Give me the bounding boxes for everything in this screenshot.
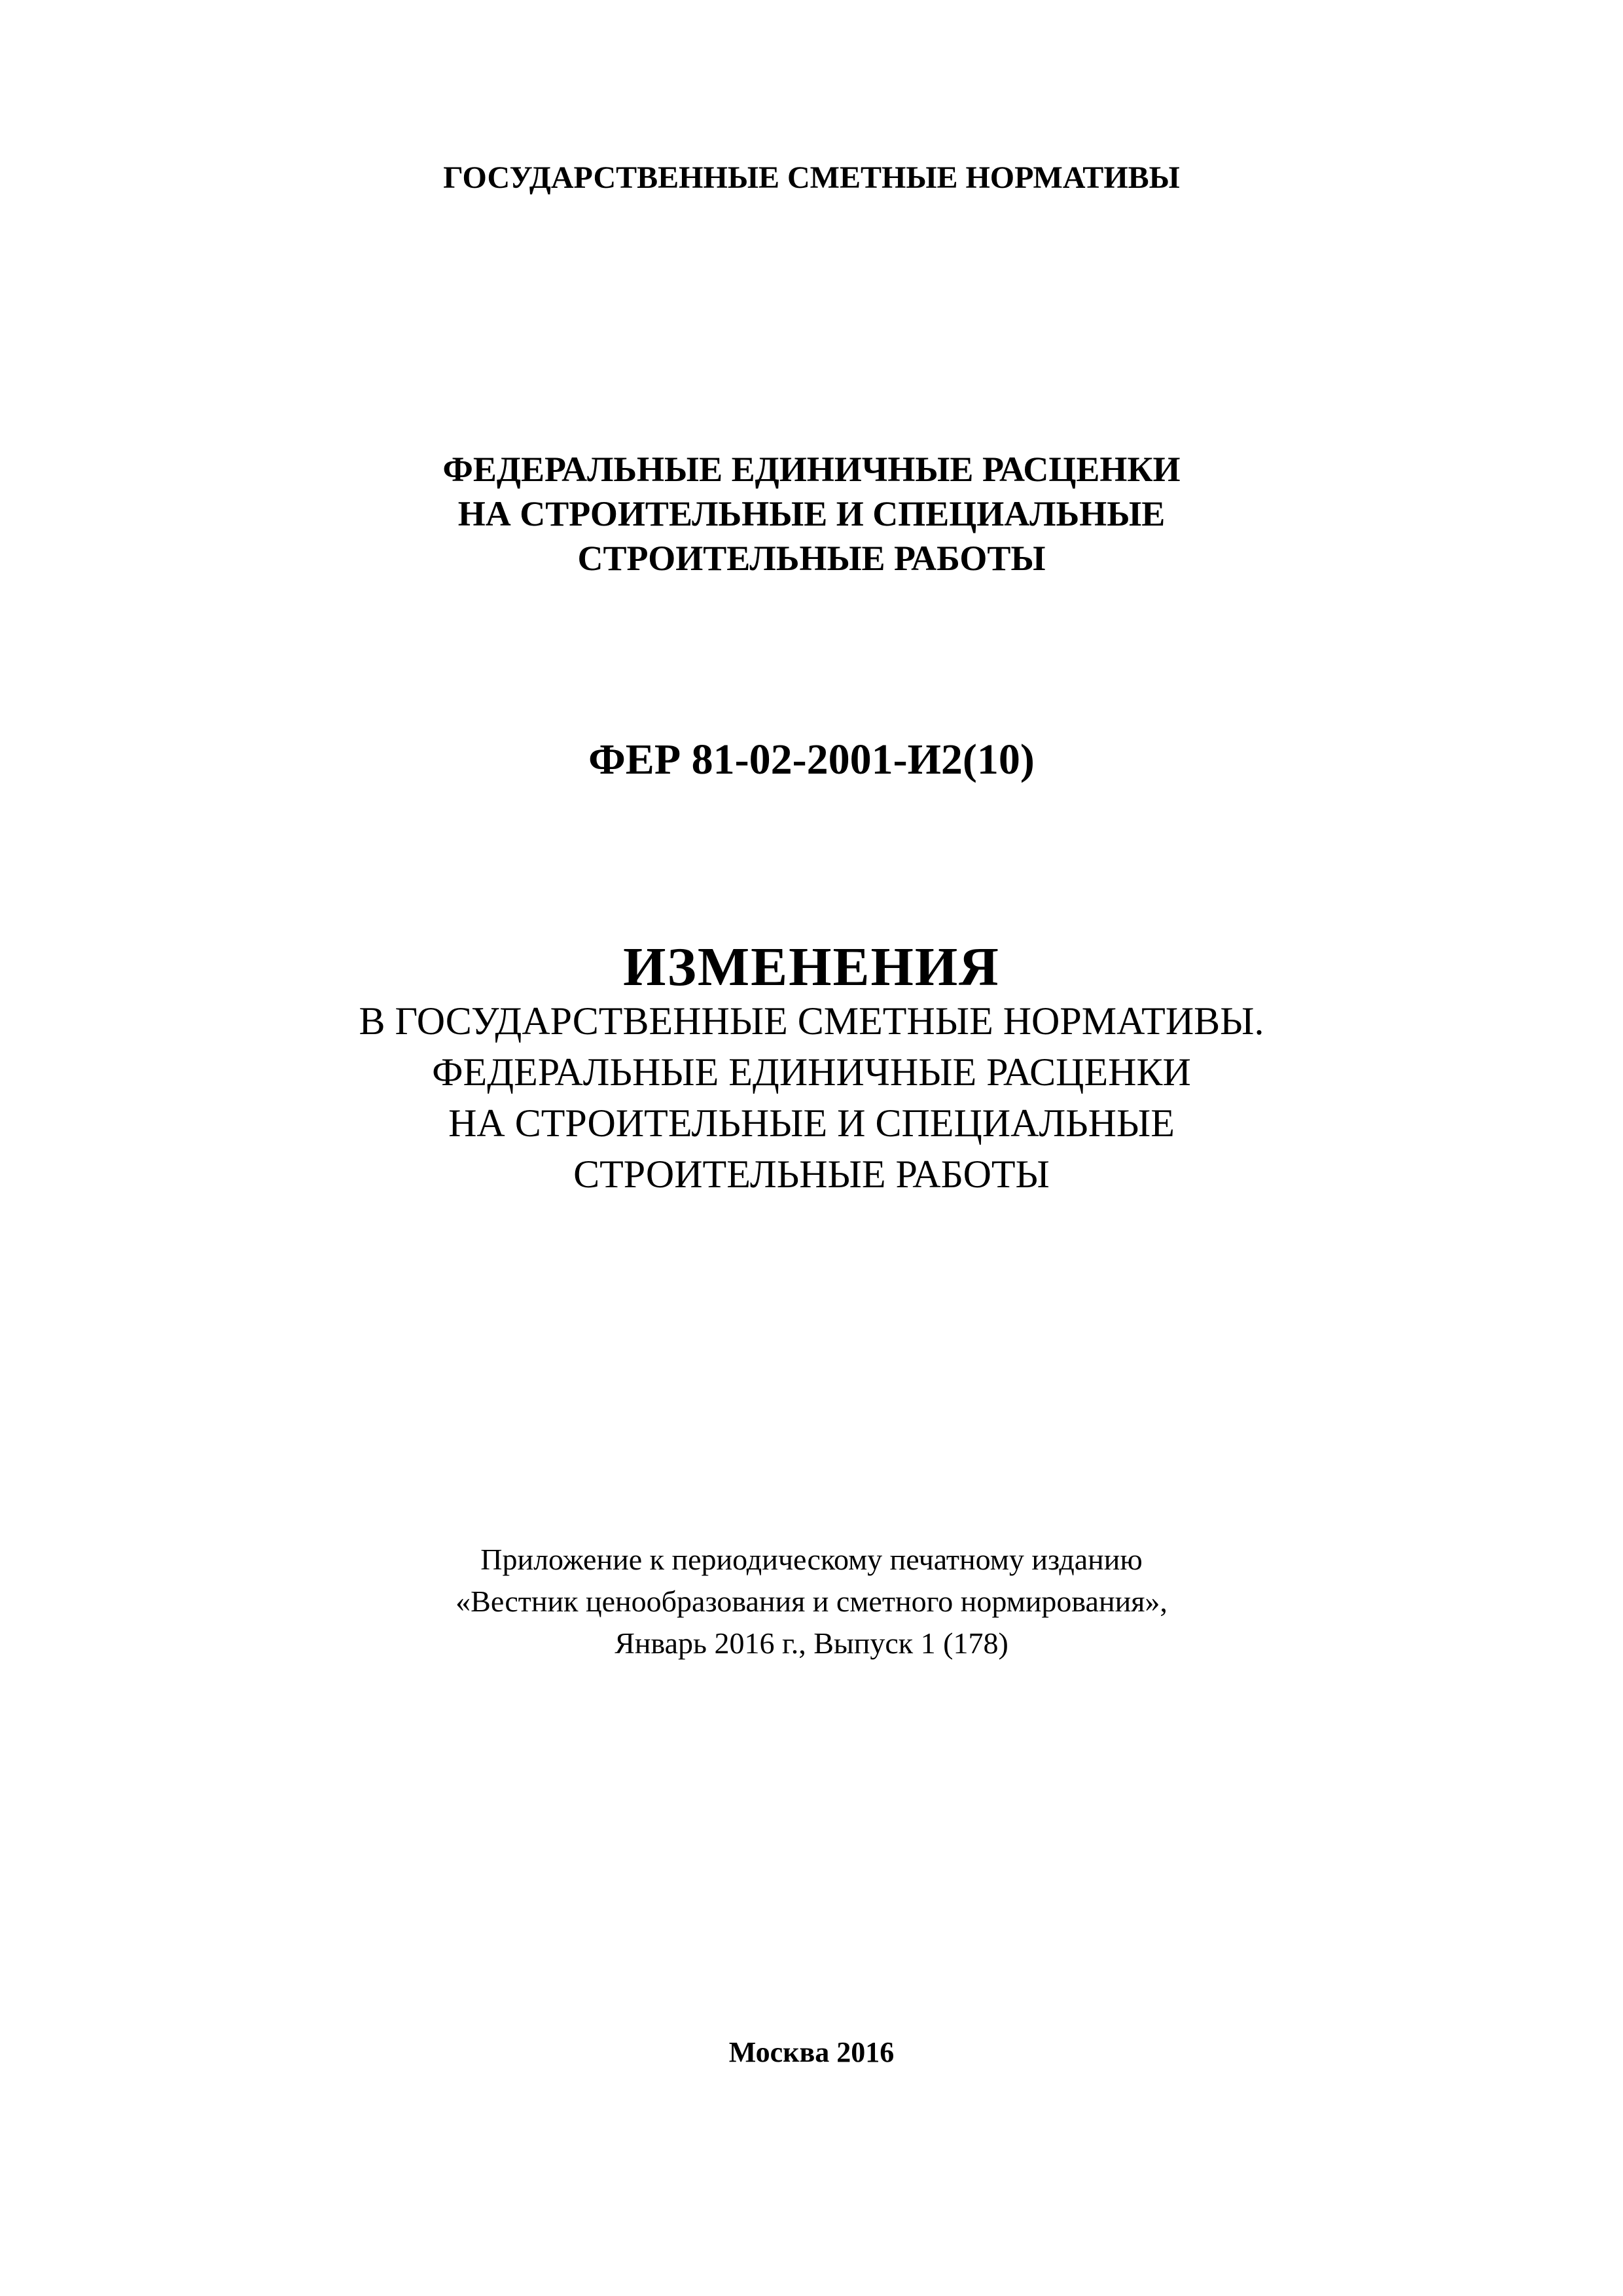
footer-place-year: Москва 2016	[728, 2036, 895, 2068]
document-code: ФЕР 81-02-2001-И2(10)	[588, 736, 1035, 783]
title-line-1: ФЕДЕРАЛЬНЫЕ ЕДИНИЧНЫЕ РАСЦЕНКИ	[442, 450, 1181, 489]
header-top-line: ГОСУДАРСТВЕННЫЕ СМЕТНЫЕ НОРМАТИВЫ	[443, 160, 1180, 195]
changes-line-4: СТРОИТЕЛЬНЫЕ РАБОТЫ	[573, 1153, 1050, 1196]
title-line-2: НА СТРОИТЕЛЬНЫЕ И СПЕЦИАЛЬНЫЕ	[457, 494, 1166, 533]
appendix-line-3: Январь 2016 г., Выпуск 1 (178)	[615, 1626, 1008, 1660]
title-line-3: СТРОИТЕЛЬНЫЕ РАБОТЫ	[577, 539, 1046, 578]
changes-line-1: В ГОСУДАРСТВЕННЫЕ СМЕТНЫЕ НОРМАТИВЫ.	[359, 999, 1264, 1043]
changes-line-3: НА СТРОИТЕЛЬНЫЕ И СПЕЦИАЛЬНЫЕ	[448, 1102, 1175, 1145]
appendix-line-1: Приложение к периодическому печатному изданию	[480, 1543, 1143, 1576]
changes-line-2: ФЕДЕРАЛЬНЫЕ ЕДИНИЧНЫЕ РАСЦЕНКИ	[432, 1050, 1191, 1094]
changes-title: ИЗМЕНЕНИЯ	[623, 937, 1000, 997]
appendix-line-2: «Вестник ценообразования и сметного нормирования»,	[455, 1585, 1168, 1618]
